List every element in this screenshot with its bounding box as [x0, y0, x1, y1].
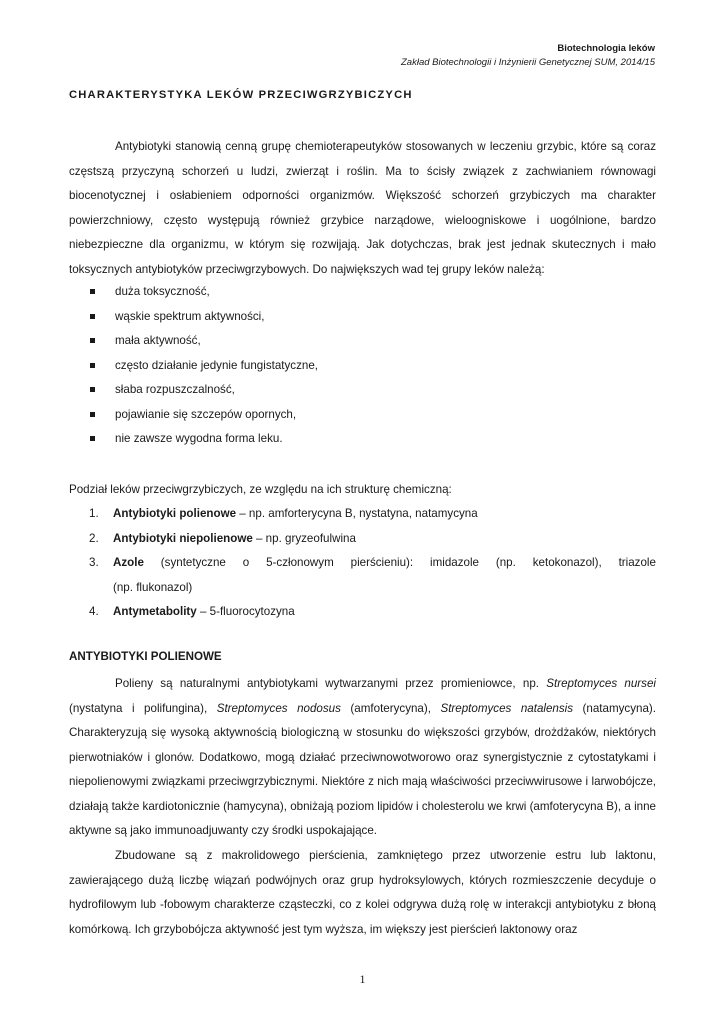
running-header — [401, 42, 655, 70]
bullet-square-icon — [90, 363, 95, 368]
section-heading: ANTYBIOTYKI POLIENOWE — [69, 650, 222, 663]
classification-intro: Podział leków przeciwgrzybiczych, ze względu na ich strukturę chemiczną: — [69, 483, 452, 496]
class-description-line: (np. flukonazol) — [113, 580, 193, 594]
list-item: słaba rozpuszczalność, — [69, 378, 318, 403]
polyenes-paragraph-1: Polieny są naturalnymi antybiotykami wytwarzanymi przez promieniowce, np. Streptomyces nursei (nystatyna i polifungina), Streptomyces nodosus (amfoterycyna), Streptomyces natalensis (natamycyna). Charakteryzują się wysoką aktywnością biologiczną w stosunku do większości grzybów, drożdżaków, niektórych pierwotniaków i glonów. Dodatkowo, mogą działać przeciwnowotworowo oraz synergistycznie z cytostatykami i niepolienowymi związkami przeciwgrzybicznymi. Niektóre z nich mają właściwości przeciwwirusowe i larwobójcze, działają także kardiotonicznie (hamycyna), obniżają poziom lipidów i cholesterolu we krwi (amfoterycyna B), a inne aktywne są jako immunoadjuwanty czy środki uspokajające. — [69, 677, 656, 837]
item-number: 3. — [89, 556, 99, 569]
page-number: 1 — [359, 972, 366, 986]
list-item — [69, 600, 656, 625]
list-item: pojawianie się szczepów opornych, — [69, 403, 318, 428]
class-name: Antymetabolity — [113, 605, 197, 618]
species-name: Streptomyces natalensis — [440, 701, 574, 715]
polyenes-paragraph-2: Zbudowane są z makrolidowego pierścienia, zamkniętego przez utworzenie estru lub laktonu, zawierającego dużą liczbę wiązań podwójnych oraz grup hydroksylowych, których rozmieszczenie decyduje o hydrofilowym lub -fobowym charakterze cząsteczki, co z kolei odgrywa dużą rolę w interakcji antybiotyku z błoną komórkową. Ich grzybobójcza aktywność jest tym wyższa, im większy jest pierścień laktonowy oraz — [69, 849, 656, 936]
classification-list — [69, 502, 656, 625]
bullet-square-icon — [90, 314, 95, 319]
bullet-square-icon — [90, 412, 95, 417]
list-item: duża toksyczność, — [69, 280, 318, 305]
list-item: często działanie jedynie fungistatyczne, — [69, 354, 318, 379]
bullet-square-icon — [90, 338, 95, 343]
list-item — [69, 551, 656, 600]
class-name: Antybiotyki polienowe — [113, 507, 237, 520]
drawbacks-list — [69, 280, 318, 452]
class-description: – 5-fluorocytozyna — [196, 605, 295, 618]
list-item — [69, 527, 656, 552]
bullet-square-icon — [90, 436, 95, 441]
species-name: Streptomyces nodosus — [216, 701, 341, 715]
item-number: 2. — [89, 531, 99, 545]
list-item: nie zawsze wygodna forma leku. — [69, 427, 318, 452]
list-item — [69, 502, 656, 527]
class-description: – np. gryzeofulwina — [252, 531, 356, 545]
list-item: wąskie spektrum aktywności, — [69, 305, 318, 330]
item-number: 1. — [89, 507, 99, 520]
list-item: mała aktywność, — [69, 329, 318, 354]
class-name: Antybiotyki niepolienowe — [113, 531, 253, 545]
class-name: Azole — [113, 556, 144, 569]
bullet-square-icon — [90, 387, 95, 392]
class-description-line: Azole (syntetyczne o 5-członowym pierścieniu): imidazole (np. ketokonazol), triazole — [113, 551, 656, 576]
header-subtitle: Zakład Biotechnologii i Inżynierii Genetycznej SUM, 2014/15 — [401, 57, 655, 68]
item-number: 4. — [89, 605, 99, 618]
intro-paragraph: Antybiotyki stanowią cenną grupę chemioterapeutyków stosowanych w leczeniu grzybic, które są coraz częstszą przyczyną schorzeń u ludzi, zwierząt i roślin. Ma to ścisły związek z zachwianiem równowagi biocenotycznej i osłabieniem odporności organizmów. Większość schorzeń grzybiczych ma charakter powierzchniowy, często występują również grzybice narządowe, wieloogniskowe i uogólnione, bardzo niebezpieczne dla organizmu, w którym się rozwijają. Jak dotychczas, brak jest jednak skutecznych i mało toksycznych antybiotyków przeciwgrzybowych. Do największych wad tej grupy leków należą: — [69, 140, 656, 276]
species-name: Streptomyces nursei — [546, 677, 656, 690]
class-description: – np. amforterycyna B, nystatyna, natamycyna — [236, 507, 478, 520]
document-title: CHARAKTERYSTYKA LEKÓW PRZECIWGRZYBICZYCH — [69, 89, 413, 101]
header-title: Biotechnologia leków — [557, 43, 655, 54]
bullet-square-icon — [90, 289, 95, 294]
